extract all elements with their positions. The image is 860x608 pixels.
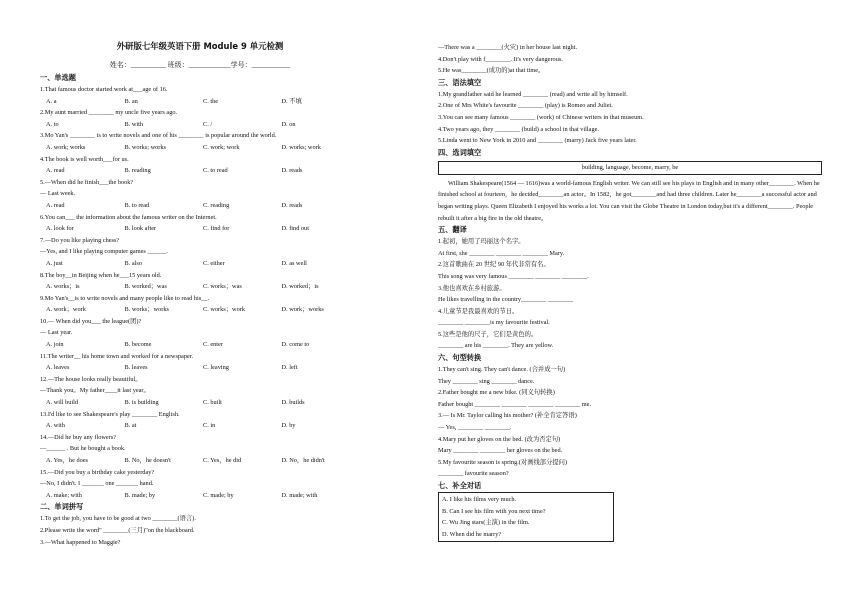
cloze-passage: William Shakespeare(1564 — 1616)was a world-famous English writer. We can still see his plays in English and in many other________. When he finished school at fourteen，he decided________an actor。In 1582，he got________and had three children. Later he________a successful actor and began writing plays. Queen Elizabeth I enjoyed his works a lot. You can visit the Globe Theatre in London today,but it's a different________. People rebuilt it after a big fire in the old theatre。	[438, 179, 820, 222]
question-stem: 14.—Did he buy any flowers?	[40, 433, 117, 441]
translation-item: 1.起初，她用了玛丽这个名字。	[438, 238, 525, 246]
answer-option[interactable]: A. a	[46, 97, 57, 105]
right-column	[438, 42, 822, 542]
section-heading-translation: 五、翻译	[438, 225, 467, 235]
spelling-item: 5.He was________(成功的)at that time。	[438, 67, 545, 75]
answer-option[interactable]: A. with	[46, 422, 65, 430]
answer-option[interactable]: D. made; with	[281, 491, 318, 499]
answer-option[interactable]: D. builds	[281, 399, 305, 407]
answer-option[interactable]: D. No，he didn't	[281, 457, 325, 464]
translation-item: This song was very famous ________ ________ ________.	[438, 272, 589, 280]
answer-option[interactable]: A. works；is	[46, 283, 80, 291]
transform-list	[438, 364, 822, 480]
transform-item: — Yes, ________ ________.	[438, 424, 512, 432]
left-column	[40, 72, 360, 548]
answer-options	[40, 490, 360, 502]
translation-item: At first, she ________ ________ ________ Mary.	[438, 249, 565, 257]
dialog-option: A. I like his films very much.	[442, 496, 517, 503]
answer-option[interactable]: C. enter	[203, 341, 223, 349]
answer-option[interactable]: C. Yes，he did	[203, 457, 242, 464]
answer-option[interactable]: B. No，he doesn't	[124, 457, 171, 464]
answer-options	[40, 420, 360, 432]
question-stem: 10.— When did you___ the league(团)?	[40, 317, 142, 325]
translation-item: He likes travelling in the country________ ________	[438, 296, 574, 304]
answer-option[interactable]: C. either	[203, 259, 225, 267]
transform-item: 5.My favourite season is spring.(对画线部分提问)	[438, 458, 568, 466]
answer-option[interactable]: B. with	[124, 120, 144, 128]
answer-options	[40, 362, 360, 374]
answer-options	[40, 339, 360, 351]
translation-item: 4.儿童节是我最喜欢的节日。	[438, 307, 519, 315]
question-stem: —No, I didn't. I _______ one _______ hand.	[40, 480, 154, 488]
answer-option[interactable]: C. works；work	[203, 306, 245, 314]
answer-option[interactable]: D. find out	[281, 225, 309, 233]
answer-option[interactable]: B. works; works	[124, 143, 166, 151]
spelling-item: 1.To get the job, you have to be good at two ________(语言).	[40, 515, 196, 523]
section-heading-spelling: 二、单词拼写	[40, 502, 84, 512]
transform-item: They ________ sing ________ dance.	[438, 377, 535, 385]
answer-option[interactable]: C. works；was	[203, 283, 242, 291]
question-stem: 7.—Do you like playing chess?	[40, 236, 120, 244]
answer-options	[40, 397, 360, 409]
answer-options	[40, 258, 360, 270]
answer-options	[40, 142, 360, 154]
answer-option[interactable]: A. read	[46, 201, 65, 209]
question-stem: 6.You can___ the information about the famous writer on the Internet.	[40, 213, 217, 221]
answer-option[interactable]: A. work；work	[46, 306, 86, 314]
dialog-option: B. Can I see his film with you next time?	[442, 507, 546, 515]
answer-option[interactable]: C. to read	[203, 167, 228, 175]
answer-option[interactable]: C. reading	[203, 201, 230, 209]
answer-option[interactable]: D. worked；is	[281, 283, 319, 291]
section-heading-single-choice: 一、单选题	[40, 73, 76, 82]
answer-option[interactable]: B. reading	[124, 167, 151, 175]
student-info-line: 姓名：__________ 班级：____________学号：___________	[109, 61, 291, 69]
answer-options	[40, 455, 360, 467]
answer-option[interactable]: B. to read	[124, 201, 150, 209]
answer-option[interactable]: D. by	[281, 422, 296, 430]
answer-option[interactable]: B. leaves	[124, 364, 148, 372]
answer-option[interactable]: A. make; with	[46, 491, 82, 499]
question-stem: — Last year.	[40, 329, 73, 337]
answer-option[interactable]: B. worked；was	[124, 283, 167, 291]
answer-options	[40, 119, 360, 131]
answer-option[interactable]: A. join	[46, 341, 64, 349]
transform-item: ________ favourite season?	[438, 470, 509, 478]
answer-option[interactable]: D. works; work	[281, 143, 321, 151]
section-heading-sentence-transform: 六、句型转换	[438, 353, 482, 363]
question-stem: 13.I'd like to see Shakespeare's play ________ English.	[40, 410, 180, 418]
question-stem: 11.The writer__ his home town and worked for a newspaper.	[40, 352, 194, 360]
answer-option[interactable]: B. at	[124, 422, 137, 430]
answer-option[interactable]: B. an	[124, 97, 138, 105]
answer-option[interactable]: A. read	[46, 167, 65, 175]
answer-option[interactable]: B. also	[124, 259, 142, 267]
answer-option[interactable]: A. Yes，he does	[46, 457, 88, 464]
answer-option[interactable]: D. work；works	[281, 306, 324, 314]
answer-option[interactable]: D. reads	[281, 167, 303, 175]
dialog-options-box	[438, 492, 614, 542]
answer-option[interactable]: C. /	[203, 120, 213, 128]
answer-option[interactable]: C. work; work	[203, 143, 240, 151]
transform-item: Father bought ________ ________ ________ ________ me.	[438, 400, 592, 408]
question-stem: 12.—The house looks really beautiful。	[40, 375, 142, 383]
answer-option[interactable]: A. leaves	[46, 364, 70, 372]
question-stem: 5.—When did he finish___the book?	[40, 178, 134, 186]
transform-item: 3.— Is Mr. Taylor calling his mother? (补全肯定答语)	[438, 412, 577, 420]
answer-option[interactable]: A. just	[46, 259, 63, 267]
answer-option[interactable]: B. look after	[124, 225, 157, 233]
answer-option[interactable]: C. in	[203, 422, 216, 430]
section-heading-dialog: 七、补全对话	[438, 481, 482, 490]
answer-options	[40, 165, 360, 177]
answer-options	[40, 200, 360, 212]
translation-item: 3.他也喜欢在乡村旅游。	[438, 284, 506, 292]
question-stem: 15.—Did you buy a birthday cake yesterday?	[40, 468, 155, 476]
question-stem: 1.That famous doctor started work at___age of 16.	[40, 86, 168, 93]
answer-option[interactable]: A. look for	[46, 225, 74, 233]
translation-item: 5.这些是他的尺子，它们是黄色的。	[438, 330, 538, 338]
question-stem: 3.Mo Yan's ________ is to write novels and one of his ________ is popular around the world.	[40, 132, 277, 140]
dialog-option: C. Wu Jing stars(主演) in the film.	[442, 519, 530, 527]
grammar-item: 4.Two years ago, they ________ (build) a school in that village.	[438, 125, 599, 133]
answer-options	[40, 304, 360, 316]
answer-option[interactable]: D. come to	[281, 341, 310, 349]
transform-item: 2.Father bought me a new bike. (同义句转换)	[438, 389, 555, 397]
question-list	[40, 84, 360, 501]
answer-option[interactable]: D. as well	[281, 259, 307, 267]
answer-options	[40, 281, 360, 293]
question-stem: 4.The book is well worth___for us.	[40, 155, 129, 163]
question-stem: 8.The boy__in Beijing when he___15 years old.	[40, 271, 162, 279]
answer-option[interactable]: D. reads	[281, 201, 303, 209]
answer-options	[40, 223, 360, 235]
section-heading-grammar: 三、语法填空	[438, 77, 482, 87]
answer-options	[40, 96, 360, 108]
spelling-item: 4.Don't play with f________. It's very dangerous.	[438, 55, 563, 63]
page-title: 外研版七年级英语下册 Module 9 单元检测	[116, 41, 284, 51]
grammar-item: 5.Linda went to New York in 2010 and ________ (marry) Jack five years later.	[438, 137, 637, 145]
word-bank-box: building, language, become, marry, be	[438, 161, 822, 175]
answer-option[interactable]: B. made; by	[124, 491, 156, 499]
answer-option[interactable]: C. leaving	[203, 364, 229, 372]
question-stem: — Last week.	[40, 190, 76, 198]
translation-item: ________ are his ________. They are yellow.	[438, 342, 554, 350]
answer-option[interactable]: C. the	[203, 97, 219, 105]
question-stem: —Thank you。My father____it last year。	[40, 387, 150, 395]
spelling-item: —There was a ________(火灾) in her house last night.	[438, 44, 578, 51]
section-heading-word-choice: 四、选词填空	[438, 147, 482, 157]
question-stem: —______ . But he bought a book.	[40, 445, 126, 453]
answer-option[interactable]: B. works；works	[124, 306, 169, 314]
question-stem: 2.My aunt married ________ my uncle five years ago.	[40, 109, 178, 117]
answer-option[interactable]: B. become	[124, 341, 152, 349]
transform-item: 1.They can't sing. They can't dance. (合并成一句)	[438, 366, 566, 374]
spelling-item: 2.Please write the word" ________(三月)"on the blackboard.	[40, 526, 195, 534]
grammar-item: 2.One of Mrs White's favourite ________ (play) is Romeo and Juliet.	[438, 102, 613, 110]
question-stem: 9.Mo Yan's__is to write novels and many people like to read his__.	[40, 294, 210, 302]
answer-option[interactable]: D. left	[281, 364, 298, 372]
question-stem: —Yes, and I like playing computer games ______.	[40, 248, 168, 256]
answer-option[interactable]: C. made; by	[203, 491, 234, 499]
translation-list	[438, 236, 822, 352]
spelling-item: 3.—What happened to Maggie?	[40, 538, 121, 546]
transform-item: 4.Mary put her gloves on the bed. (改为否定句)	[438, 435, 561, 443]
answer-option[interactable]: C. built	[203, 399, 222, 407]
answer-option[interactable]: A. to	[46, 120, 59, 128]
translation-item: ________ ________is my favourite festival.	[438, 319, 550, 327]
answer-option[interactable]: A. work; works	[46, 143, 86, 151]
dialog-option: D. When did he marry?	[442, 530, 502, 538]
answer-option[interactable]: D. on	[281, 120, 296, 128]
answer-option[interactable]: A. will build	[46, 399, 79, 407]
answer-option[interactable]: D. 不填	[281, 97, 302, 105]
answer-option[interactable]: B. is building	[124, 399, 159, 407]
grammar-item: 3.You can see many famous ________ (work) of Chinese writers in that museum.	[438, 113, 644, 121]
grammar-item: 1.My grandfather said he learned ________ (read) and write all by himself.	[438, 90, 628, 98]
answer-option[interactable]: C. find for	[203, 225, 230, 233]
transform-item: Mary ________ ________ her gloves on the bed.	[438, 447, 563, 455]
translation-item: 2.这首歌曲在 20 世纪 90 年代非常有名。	[438, 261, 550, 269]
